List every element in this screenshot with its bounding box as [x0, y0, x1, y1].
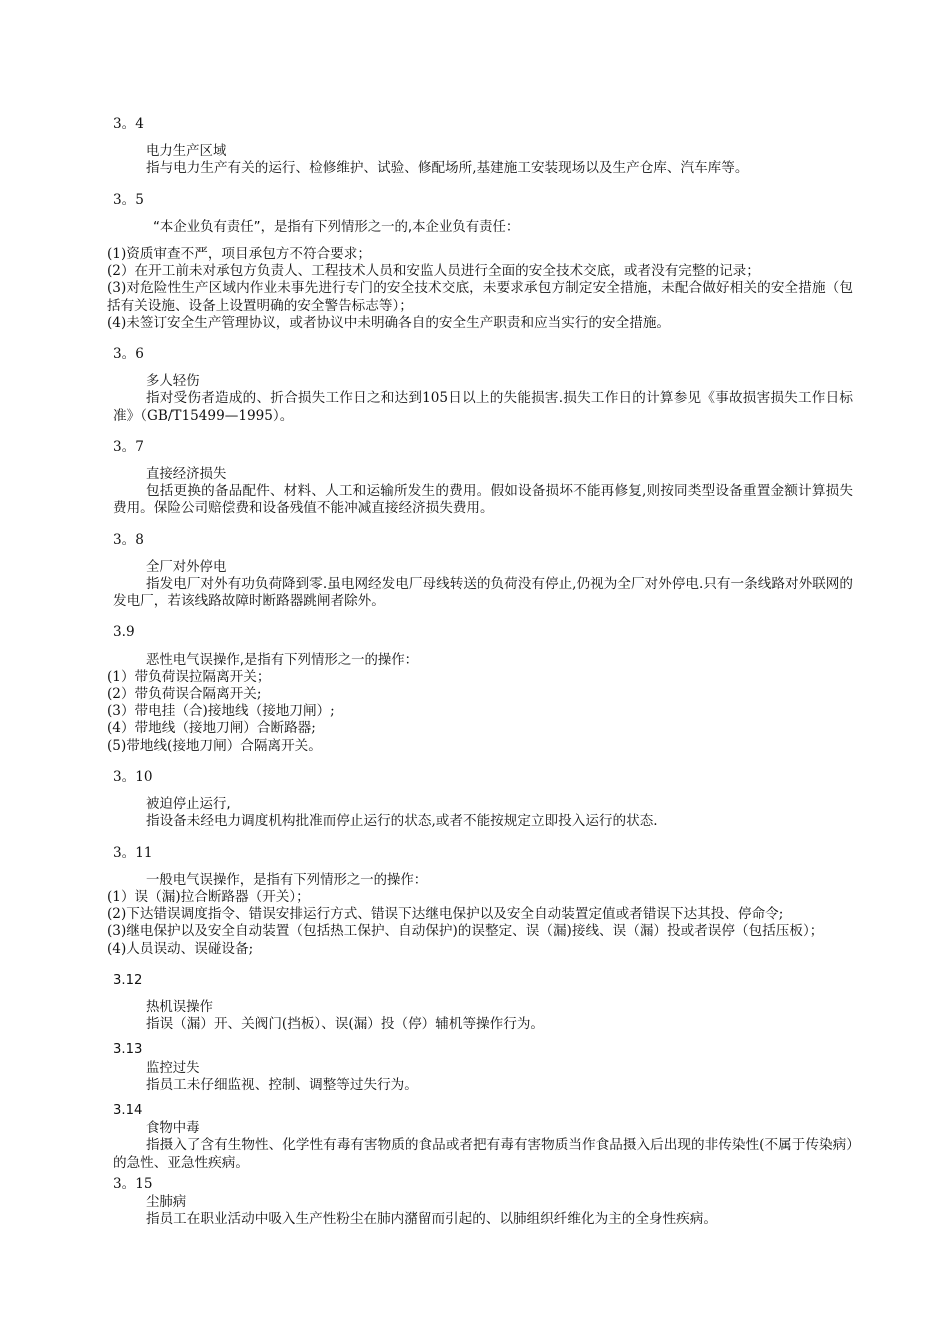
section-definition: 包括更换的备品配件、材料、人工和运输所发生的费用。假如设备损坏不能再修复,则按同类型设备重置金额计算损失费用。保险公司赔偿费和设备残值不能冲减直接经济损失费用。	[113, 483, 853, 517]
condition-list	[107, 246, 853, 332]
section-term: 电力生产区域	[146, 144, 227, 160]
list-item: (4)未签订安全生产管理协议，或者协议中未明确各自的安全生产职责和应当实行的安全措施。	[107, 314, 671, 331]
section-number: 3。7	[113, 438, 144, 455]
section-number: 3。11	[113, 844, 153, 861]
section-term: 监控过失	[146, 1060, 200, 1076]
section-number: 3.14	[113, 1102, 143, 1118]
section-term: “本企业负有责任”，是指有下列情形之一的,本企业负有责任：	[153, 219, 520, 235]
condition-list	[107, 888, 853, 958]
section-definition: 指与电力生产有关的运行、检修维护、试验、修配场所,基建施工安装现场以及生产仓库、汽车库等。	[146, 160, 749, 177]
document-page	[107, 112, 853, 1228]
list-item: (4)人员误动、误碰设备;	[107, 940, 254, 957]
section-definition: 指误（漏）开、关阀门(挡板）、误(漏）投（停）辅机等操作行为。	[146, 1016, 545, 1033]
section-term: 一般电气误操作，是指有下列情形之一的操作：	[146, 872, 428, 888]
section-number: 3。15	[113, 1175, 153, 1192]
section-number: 3.13	[113, 1042, 143, 1058]
section-term: 尘肺病	[146, 1194, 187, 1210]
section-term: 多人轻伤	[146, 374, 200, 390]
section-number: 3。5	[113, 191, 144, 208]
section-definition: 指摄入了含有生物性、化学性有毒有害物质的食品或者把有毒有害物质当作食品摄入后出现的非传染性(不属于传染病）的急性、亚急性疾病。	[113, 1137, 853, 1171]
section-number: 3。6	[113, 346, 144, 363]
list-item: (2）带负荷误合隔离开关;	[107, 686, 262, 703]
section-term: 直接经济损失	[146, 467, 227, 483]
section-term: 被迫停止运行,	[146, 797, 231, 813]
section-definition: 指对受伤者造成的、折合损失工作日之和达到105日以上的失能损害.损失工作日的计算参见《事故损害损失工作日标准》（GB/T15499—1995）。	[113, 390, 853, 424]
section-definition: 指员工未仔细监视、控制、调整等过失行为。	[146, 1076, 418, 1093]
section-definition: 指设备未经电力调度机构批准而停止运行的状态,或者不能按规定立即投入运行的状态.	[146, 813, 658, 830]
section-term: 全厂对外停电	[146, 559, 227, 575]
condition-list	[107, 668, 853, 755]
section-number: 3。4	[113, 116, 144, 132]
list-item: (3)对危险性生产区域内作业未事先进行专门的安全技术交底，未要求承包方制定安全措施，未配合做好相关的安全措施（包括有关设施、设备上设置明确的安全警告标志等）；	[107, 280, 853, 314]
list-item: (4）带地线（接地刀闸）合断路器;	[107, 720, 316, 737]
section-definition: 指发电厂对外有功负荷降到零.虽电网经发电厂母线转送的负荷没有停止,仍视为全厂对外停电.只有一条线路对外联网的发电厂，若该线路故障时断路器跳闸者除外。	[113, 576, 853, 610]
list-item: (3)继电保护以及安全自动装置（包括热工保护、自动保护)的误整定、误（漏)接线、误（漏）投或者误停（包括压板）；	[107, 923, 824, 940]
list-item: (2）在开工前未对承包方负责人、工程技术人员和安监人员进行全面的安全技术交底，或者没有完整的记录；	[107, 263, 760, 280]
list-item: (3）带电挂（合)接地线（接地刀闸）;	[107, 703, 335, 720]
section-number: 3。10	[113, 768, 153, 785]
section-number: 3。8	[113, 531, 144, 548]
section-term: 恶性电气误操作,是指有下列情形之一的操作：	[146, 652, 419, 668]
list-item: (2)下达错误调度指令、错误安排运行方式、错误下达继电保护以及安全自动装置定值或者错误下达其投、停命令;	[107, 906, 784, 923]
section-definition: 指员工在职业活动中吸入生产性粉尘在肺内潴留而引起的、以肺组织纤维化为主的全身性疾病。	[146, 1211, 717, 1228]
list-item: (1）误（漏)拉合断路器（开关）；	[107, 888, 310, 905]
section-term: 热机误操作	[146, 999, 213, 1015]
section-term: 食物中毒	[146, 1121, 200, 1137]
list-item: (1）带负荷误拉隔离开关；	[107, 668, 271, 685]
section-number: 3.9	[113, 624, 135, 641]
list-item: (1)资质审查不严，项目承包方不符合要求；	[107, 246, 371, 263]
list-item: (5)带地线(接地刀闸）合隔离开关。	[107, 737, 322, 754]
section-number: 3.12	[113, 972, 143, 988]
